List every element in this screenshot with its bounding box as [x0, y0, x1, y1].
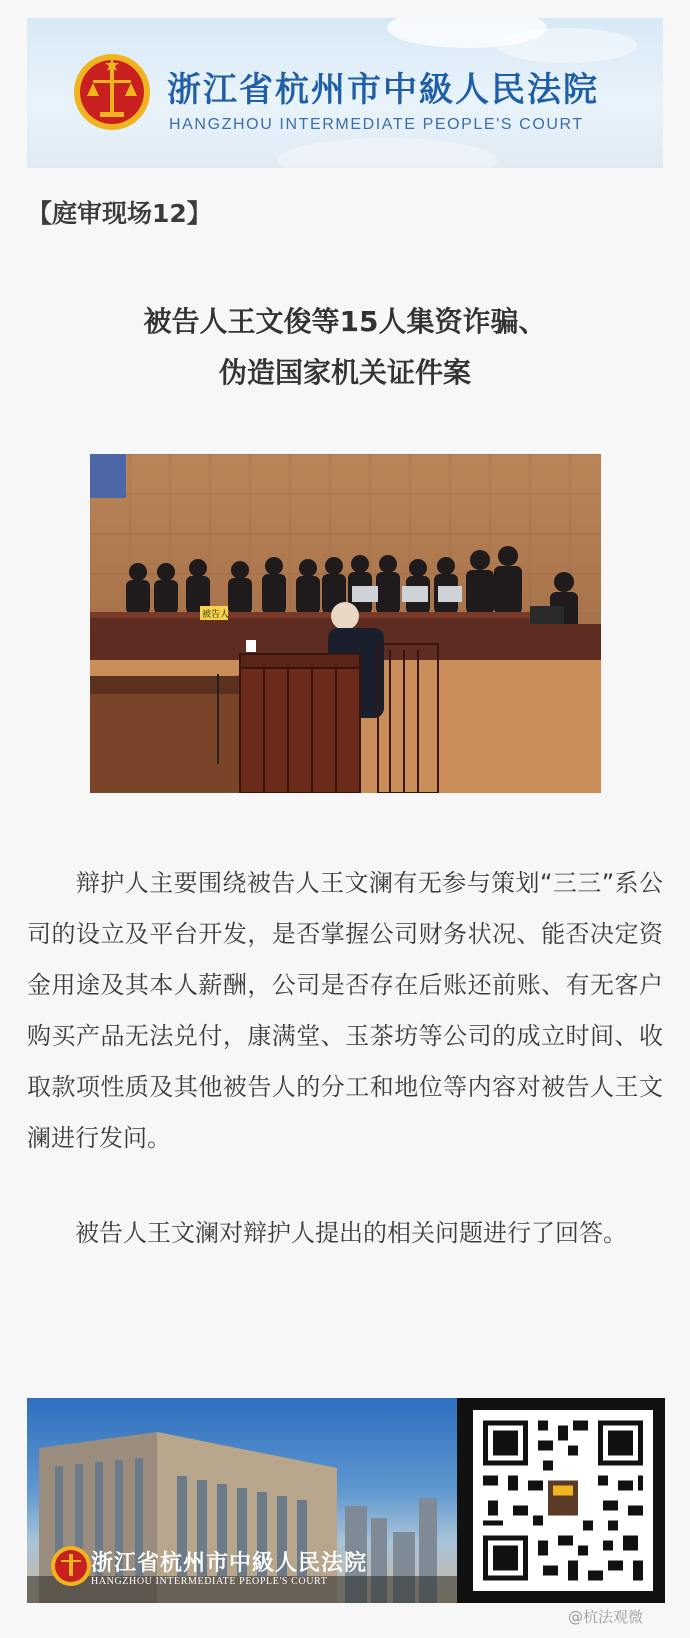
screen-display: [90, 454, 126, 498]
section-tag: 【庭审现场12】: [27, 199, 212, 228]
court-building-photo: [27, 1398, 457, 1603]
qr-code[interactable]: [473, 1410, 653, 1591]
footer-title-cn: 浙江省杭州市中級人民法院: [91, 1550, 368, 1576]
banner-title-cn: 浙江省杭州市中級人民法院: [167, 70, 599, 110]
headline-line-2: 伪造国家机关证件案: [218, 356, 471, 389]
qr-code-icon: [473, 1410, 653, 1591]
court-banner: [27, 18, 663, 168]
banner-title-en: HANGZHOU INTERMEDIATE PEOPLE'S COURT: [169, 116, 584, 133]
footer-banner: [27, 1398, 665, 1603]
body-paragraph-2: 被告人王文澜对辩护人提出的相关问题进行了回答。: [27, 1219, 627, 1247]
footer-title-en: HANGZHOU INTERMEDIATE PEOPLE'S COURT: [91, 1576, 328, 1587]
cloud-decoration: [277, 138, 497, 168]
courtroom-photo: [90, 454, 601, 793]
weibo-watermark: @杭法观微: [568, 1608, 644, 1626]
courtroom-illustration: [90, 454, 601, 793]
paper-cup: [246, 640, 256, 652]
court-emblem-icon: [73, 50, 151, 134]
body-paragraph-1: 辩护人主要围绕被告人王文澜有无参与策划“三三”系公司的设立及平台开发，是否掌握公司财务状况、能否决定资金用途及其本人薪酬，公司是否存在后账还前账、有无客户购买产品无法兑付，康满堂、玉茶坊等公司的成立时间、收取款项性质及其他被告人的分工和地位等内容对被告人王文澜进行发问。: [27, 869, 663, 1152]
placard-text: 被告人: [202, 610, 230, 620]
headline-line-1: 被告人王文俊等15人集资诈骗、: [143, 305, 547, 338]
cloud-decoration: [497, 28, 637, 63]
